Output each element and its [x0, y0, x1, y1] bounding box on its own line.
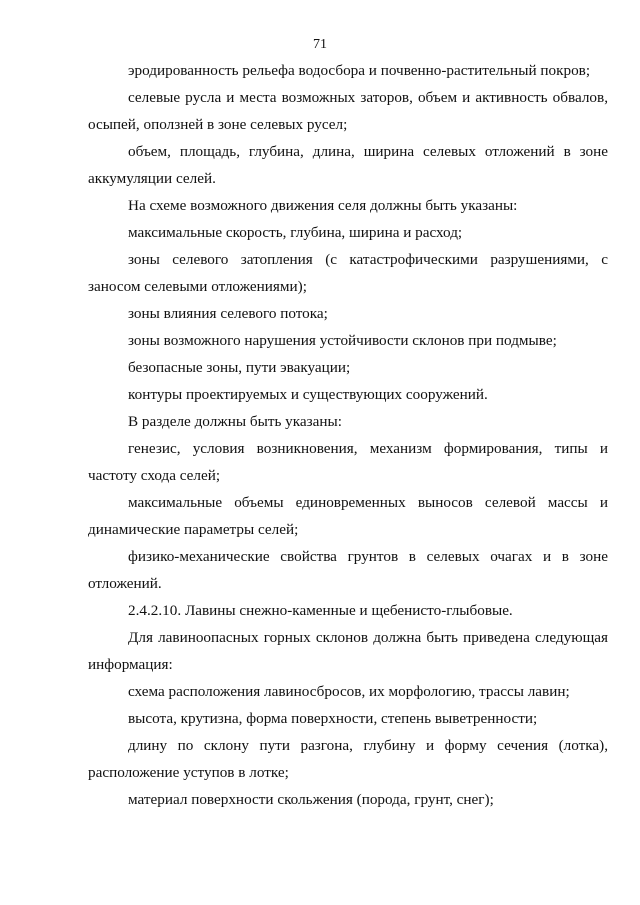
paragraph: зоны влияния селевого потока;	[128, 305, 328, 322]
paragraph: Для лавиноопасных горных склонов должна быть приведена следующая информация:	[88, 629, 608, 673]
paragraph: контуры проектируемых и существующих сооружений.	[128, 386, 488, 403]
paragraph: генезис, условия возникновения, механизм формирования, типы и частоту схода селей;	[88, 440, 608, 484]
paragraph: зоны возможного нарушения устойчивости склонов при подмыве;	[128, 332, 557, 349]
paragraph: материал поверхности скольжения (порода, грунт, снег);	[128, 791, 494, 808]
document-body	[88, 57, 608, 813]
paragraph: высота, крутизна, форма поверхности, степень выветренности;	[128, 710, 538, 727]
paragraph: зоны селевого затопления (с катастрофическими разрушениями, с заносом селевыми отложениями);	[88, 251, 608, 295]
page-number: 71	[313, 37, 327, 52]
paragraph: селевые русла и места возможных заторов, объем и активность обвалов, осыпей, оползней в зоне селевых русел;	[88, 89, 608, 133]
paragraph: физико-механические свойства грунтов в селевых очагах и в зоне отложений.	[88, 548, 608, 592]
paragraph: безопасные зоны, пути эвакуации;	[128, 359, 351, 376]
paragraph: В разделе должны быть указаны:	[128, 413, 342, 430]
paragraph: объем, площадь, глубина, длина, ширина селевых отложений в зоне аккумуляции селей.	[88, 143, 608, 187]
paragraph: эродированность рельефа водосбора и почвенно-растительный покров;	[128, 62, 591, 79]
paragraph: длину по склону пути разгона, глубину и форму сечения (лотка), расположение уступов в лотке;	[88, 737, 608, 781]
section-heading: 2.4.2.10. Лавины снежно-каменные и щебенисто-глыбовые.	[128, 602, 513, 619]
paragraph: На схеме возможного движения селя должны быть указаны:	[128, 197, 518, 214]
paragraph: схема расположения лавиносбросов, их морфологию, трассы лавин;	[128, 683, 570, 700]
paragraph: максимальные объемы единовременных выносов селевой массы и динамические параметры селей;	[88, 494, 608, 538]
paragraph: максимальные скорость, глубина, ширина и расход;	[128, 224, 463, 241]
